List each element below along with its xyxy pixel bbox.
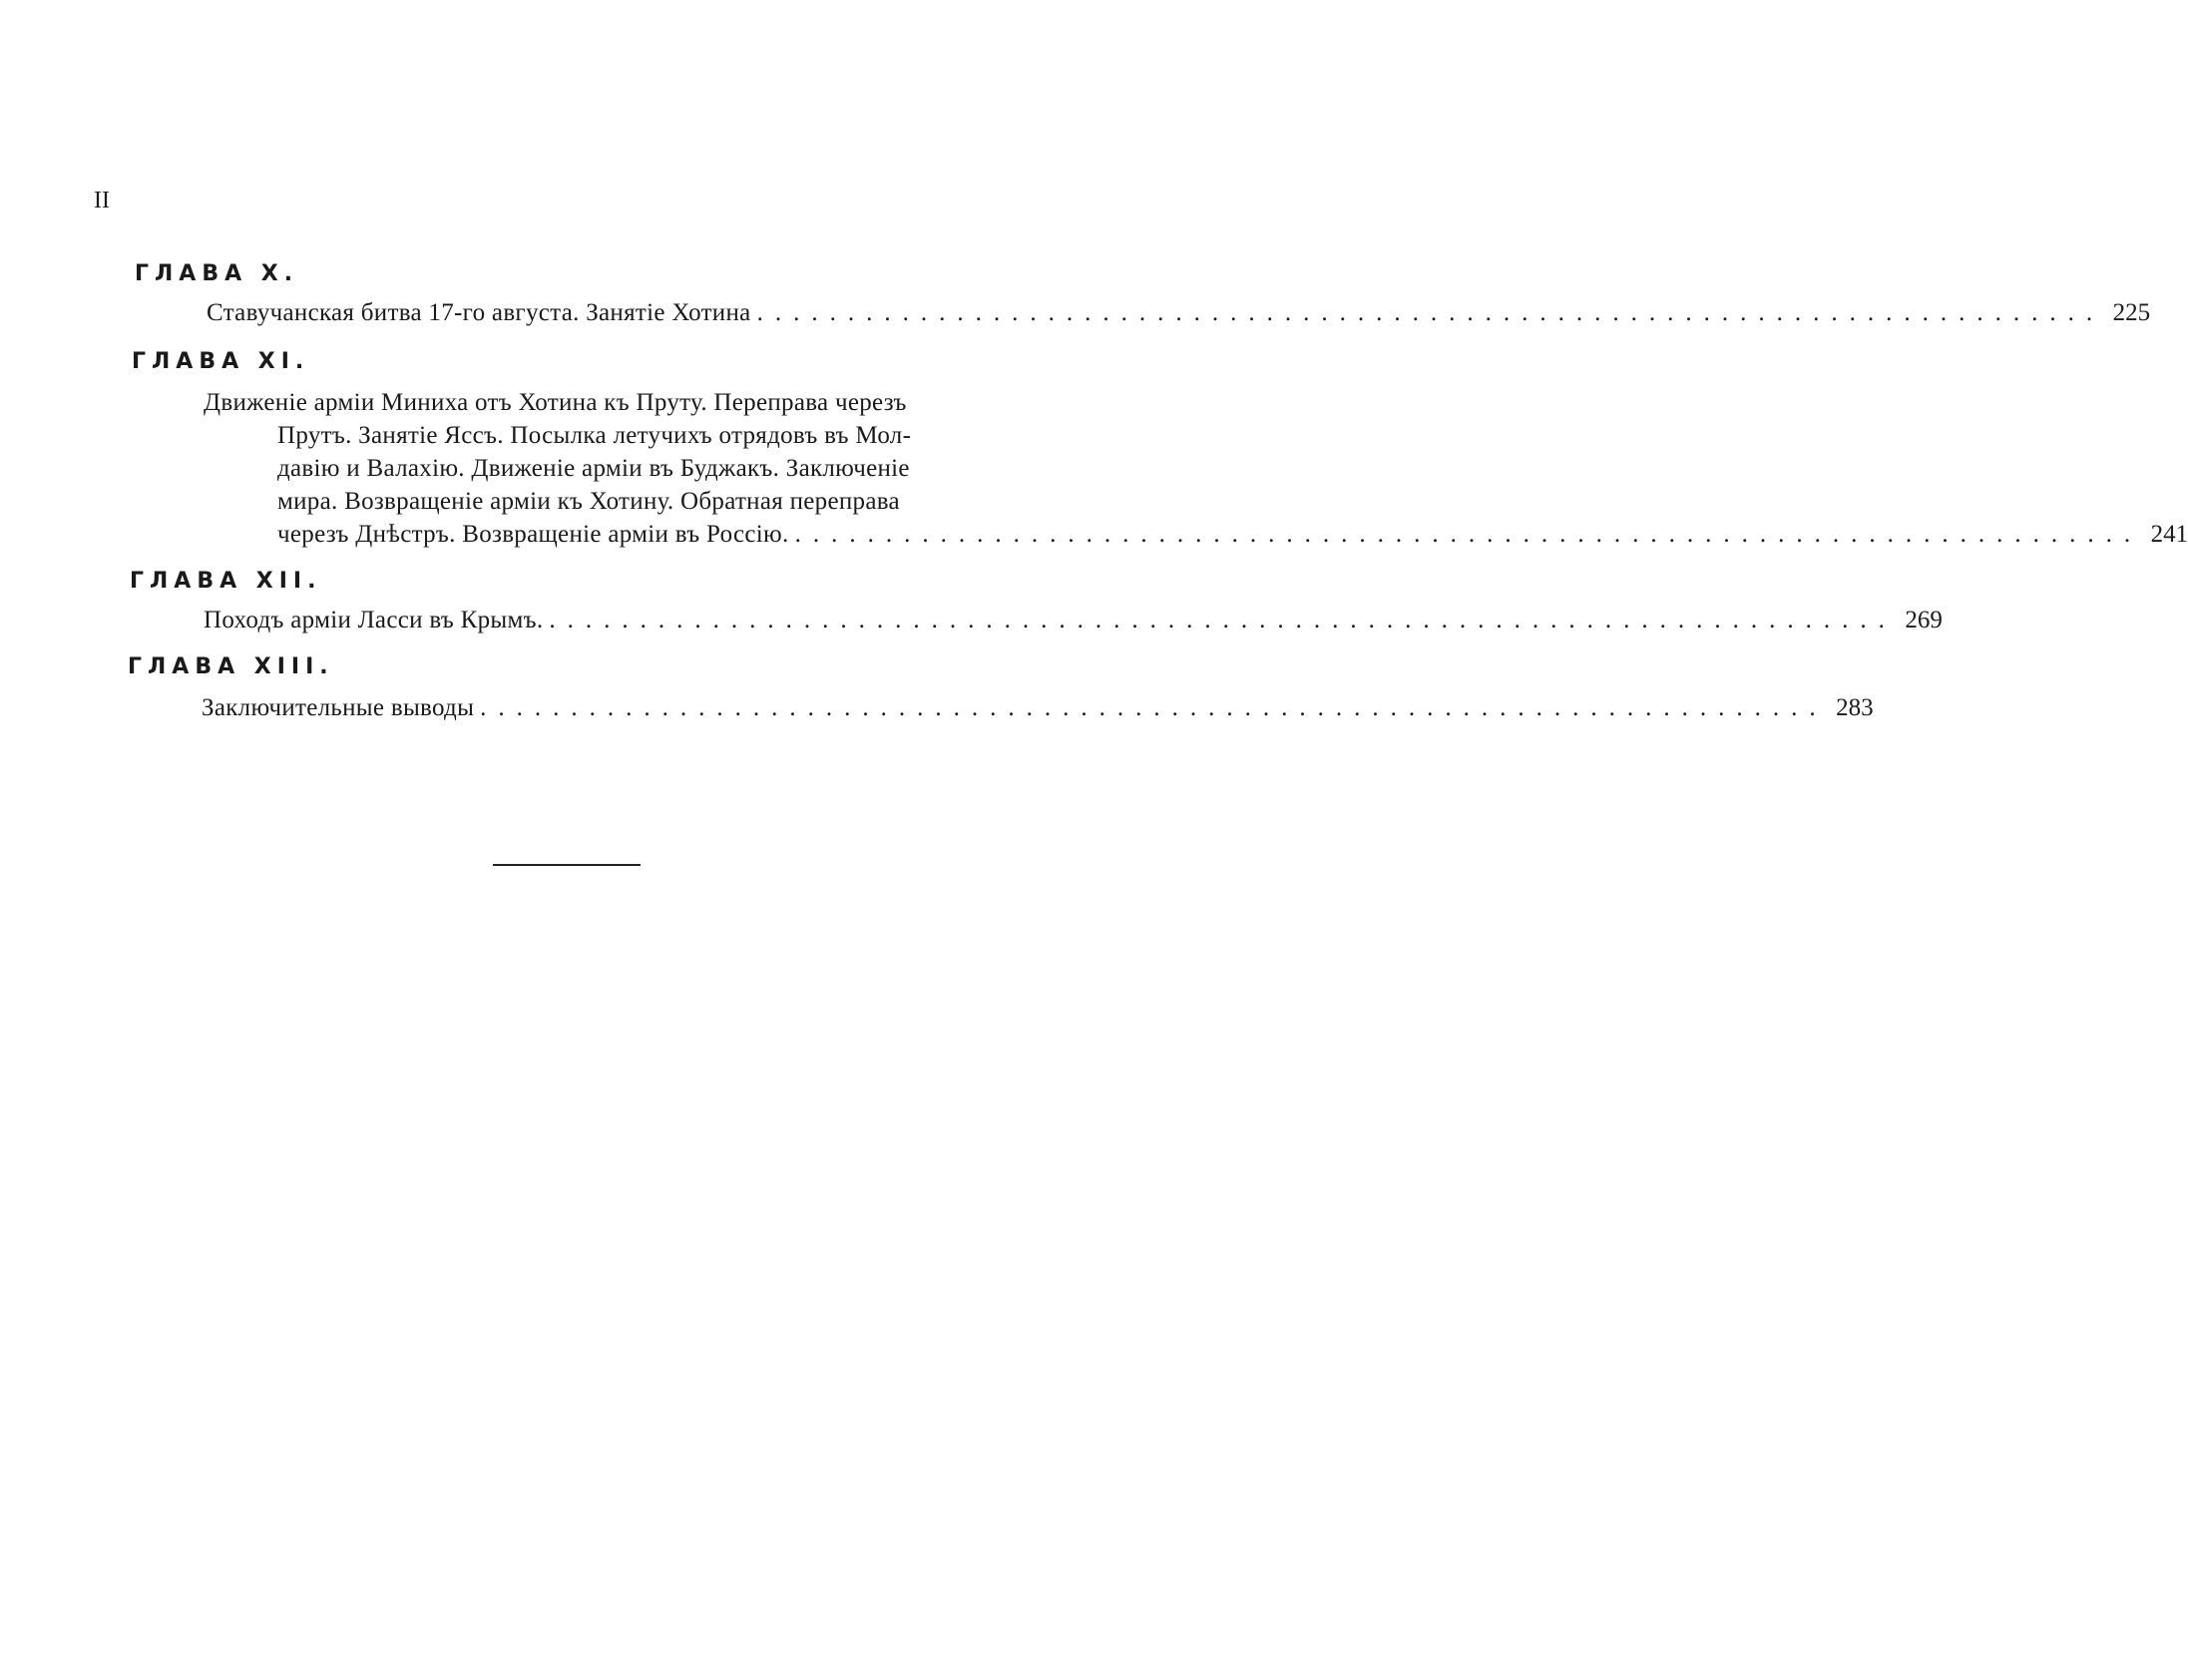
toc-entry-text: Ставучанская битва 17-го августа. Занятіе Хотина: [207, 299, 751, 326]
dot-leader: ..........................................................................: [756, 299, 2105, 326]
chapter-heading: ГЛАВА X.: [135, 261, 299, 286]
toc-entry-text: Походъ арміи Ласси въ Крымъ.: [204, 607, 544, 633]
toc-entry: [277, 521, 2188, 549]
toc-page-number: 283: [1836, 694, 1874, 721]
chapter-heading: ГЛАВА XIII.: [128, 654, 334, 679]
toc-entry: [207, 299, 2151, 327]
toc-page-number: 225: [2112, 299, 2151, 326]
chapter-heading: ГЛАВА XI.: [132, 349, 310, 374]
toc-line: Прутъ. Занятіе Яссъ. Посылка летучихъ отрядовъ въ Мол-: [277, 422, 912, 449]
toc-entry-text: Заключительные выводы: [202, 694, 475, 721]
toc-line: давію и Валахію. Движеніе арміи въ Буджакъ. Заключеніе: [277, 455, 910, 482]
dot-leader: ..........................................................................: [480, 694, 1828, 721]
chapter-heading: ГЛАВА XII.: [130, 569, 322, 594]
toc-entry-text: черезъ Днѣстръ. Возвращеніе арміи въ Россію.: [277, 521, 789, 548]
toc-line: Движеніе арміи Миниха отъ Хотина къ Пруту. Переправа черезъ: [204, 389, 907, 416]
toc-entry: [202, 694, 1874, 722]
toc-entry: [204, 607, 1943, 634]
toc-page-number: 269: [1905, 607, 1943, 633]
toc-page-number: 241: [2150, 521, 2188, 548]
closing-rule: [493, 864, 641, 866]
page-number: II: [94, 188, 110, 213]
dot-leader: ..........................................................................: [794, 521, 2143, 548]
dot-leader: ..........................................................................: [549, 607, 1897, 633]
toc-line: мира. Возвращеніе арміи къ Хотину. Обратная переправа: [277, 488, 900, 515]
